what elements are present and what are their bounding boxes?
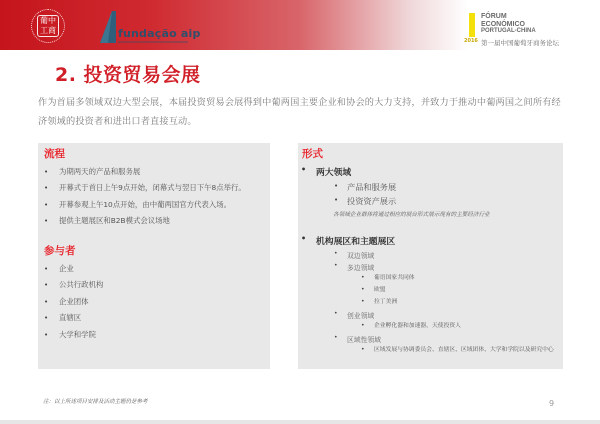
list-item: • 为期两天的产品和服务展: [42, 164, 246, 180]
list-item: • 拉丁美洲: [361, 298, 397, 306]
seal-char: 商: [48, 26, 56, 35]
list-item: • 区域发展与协调委员会、直辖区、区域团体、大学和学院以及研究中心: [361, 346, 556, 354]
page-number: 9: [549, 399, 555, 408]
seal-char: 葡: [40, 16, 48, 25]
list-item: • 多边领域: [334, 262, 374, 272]
forum-logo-text: [481, 13, 536, 36]
list-item: • 区域性领域: [334, 334, 381, 344]
forum-line: PORTUGAL-CHINA: [481, 28, 536, 34]
forum-line: FÓRUM: [481, 13, 507, 20]
aip-logo-text: fundação aip: [118, 27, 201, 40]
list-item: • 开幕式于首日上午9点开始，闭幕式与翌日下午8点举行。: [42, 180, 246, 196]
list-item: • 公共行政机构: [42, 277, 103, 293]
forum-logo-bar-icon: [469, 13, 475, 37]
aip-triangle-icon: [98, 11, 120, 43]
header-banner: [0, 0, 600, 50]
list-item: • 企业: [42, 261, 103, 277]
format-note: 各领域企业群体将通过相应的展台形式展示现有的主要经济行业: [333, 212, 490, 218]
page-title: 2. 投资贸易会展: [55, 64, 201, 86]
list-item: • 提供主题展区和B2B模式会议场地: [42, 213, 246, 229]
format-heading: 形式: [302, 148, 323, 160]
list-item: • 欧盟: [361, 286, 386, 294]
process-heading: 流程: [44, 148, 65, 160]
forum-chinese-name: 第一届中国葡萄牙商务论坛: [481, 39, 559, 47]
participants-list: [42, 261, 103, 343]
aip-logo-subline: [118, 41, 188, 43]
list-item: • 投资资产展示: [334, 196, 396, 207]
list-item: • 双边领域: [334, 250, 374, 260]
intro-paragraph: 作为首届多领域双边大型会展，本届投资贸易会展得到中葡两国主要企业和协会的大力支持，并致力于推动中葡两国之间所有经济领域的投资者和进出口者直接互动。: [38, 97, 561, 127]
footnote: 注：以上所述项目安排及活动主题仍是参考: [43, 399, 148, 405]
list-item: • 企业孵化器和加速器，天使投资人: [361, 322, 461, 330]
list-item: • 产品和服务展: [334, 182, 396, 193]
list-item: • 葡语国家共同体: [361, 274, 415, 282]
left-panel: [38, 143, 270, 369]
list-item: • 大学和学院: [42, 327, 103, 343]
process-list: [42, 164, 246, 230]
seal-char: 工: [40, 26, 48, 35]
seal-char: 中: [48, 16, 56, 25]
list-item: • 开幕参观上午10点开始，由中葡两国官方代表入场。: [42, 197, 246, 213]
forum-line: ECONÓMICO: [481, 20, 525, 28]
bottom-divider: [0, 420, 600, 424]
forum-year: 2016: [464, 38, 478, 44]
list-item: • 企业团体: [42, 294, 103, 310]
list-item: • 直辖区: [42, 310, 103, 326]
format-group-pavilions: • 机构展区和主题展区: [298, 234, 395, 247]
format-group-two-areas: • 两大领域: [298, 165, 351, 178]
seal-logo-icon: [31, 9, 65, 43]
seal-logo-text: [37, 15, 59, 37]
list-item: • 创业领域: [334, 310, 374, 320]
participants-heading: 参与者: [44, 245, 76, 257]
right-panel: [298, 143, 563, 369]
